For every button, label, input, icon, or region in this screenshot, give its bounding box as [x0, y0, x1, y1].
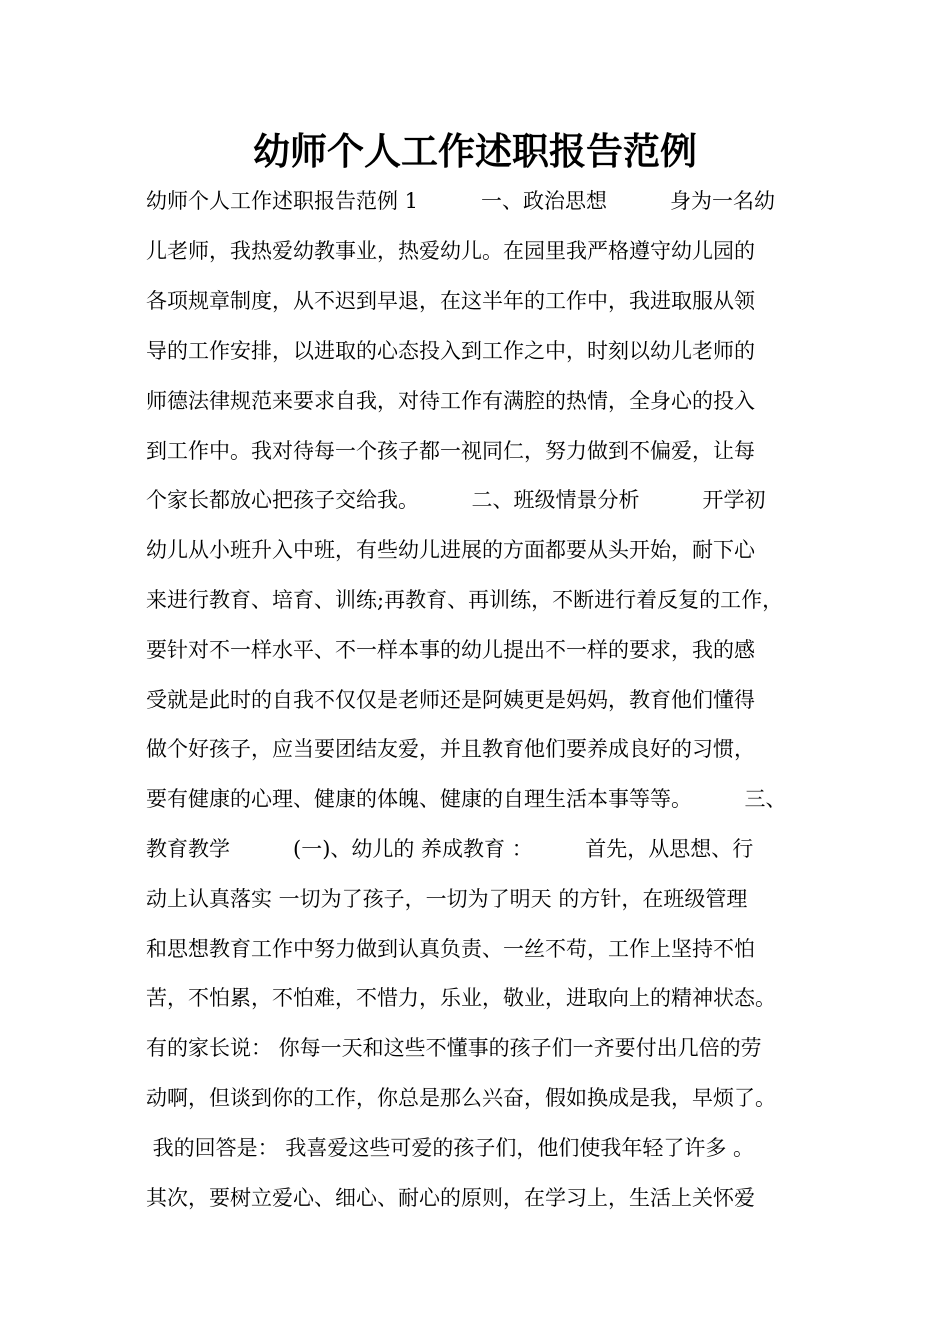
- body-text-line: 幼儿从小班升入中班，有些幼儿进展的方面都要从头开始，耐下心: [146, 538, 755, 562]
- body-text-line: 和思想教育工作中努力做到认真负责、一丝不苟，工作上坚持不怕: [146, 937, 755, 961]
- body-text-line: 教育教学 (一)、幼儿的 养成教育 ： 首先，从思想、行: [146, 837, 754, 861]
- body-text-line: 要针对不一样水平、不一样本事的幼儿提出不一样的要求，我的感: [146, 638, 755, 662]
- body-text-line: 导的工作安排，以进取的心态投入到工作之中，时刻以幼儿老师的: [146, 339, 755, 363]
- body-text-line: 师德法律规范来要求自我，对待工作有满腔的热情，全身心的投入: [146, 389, 755, 413]
- body-text-line: 受就是此时的自我不仅仅是老师还是阿姨更是妈妈，教育他们懂得: [146, 688, 755, 712]
- body-text-line: 儿老师，我热爱幼教事业，热爱幼儿。在园里我严格遵守幼儿园的: [146, 239, 755, 263]
- body-text-line: 做个好孩子，应当要团结友爱，并且教育他们要养成良好的习惯，: [146, 737, 755, 761]
- body-text-line: 到工作中。我对待每一个孩子都一视同仁，努力做到不偏爱，让每: [146, 439, 755, 463]
- body-text-line: 各项规章制度，从不迟到早退，在这半年的工作中，我进取服从领: [146, 289, 755, 313]
- body-text-line: 个家长都放心把孩子交给我。 二、班级情景分析 开学初: [146, 488, 766, 512]
- document-title: 幼师个人工作述职报告范例: [253, 130, 697, 173]
- body-text-line: 幼师个人工作述职报告范例 1 一、政治思想 身为一名幼: [146, 189, 776, 213]
- body-text-line: 要有健康的心理、健康的体魄、健康的自理生活本事等等。 三、: [146, 787, 787, 811]
- body-text-line: 动上认真落实 一切为了孩子，一切为了明天 的方针，在班级管理: [146, 887, 748, 911]
- body-text-line: 我的回答是： 我喜爱这些可爱的孩子们，他们使我年轻了许多 。: [146, 1136, 755, 1160]
- body-text-line: 动啊，但谈到你的工作，你总是那么兴奋，假如换成是我，早烦了。: [146, 1086, 776, 1110]
- body-text-line: 来进行教育、培育、训练;再教育、再训练，不断进行着反复的工作，: [146, 588, 784, 612]
- body-text-line: 苦，不怕累，不怕难，不惜力，乐业，敬业，进取向上的精神状态。: [146, 986, 776, 1010]
- body-text-line: 有的家长说： 你每一天和这些不懂事的孩子们一齐要付出几倍的劳: [146, 1036, 762, 1060]
- body-text-line: 其次，要树立爱心、细心、耐心的原则，在学习上，生活上关怀爱: [146, 1186, 755, 1210]
